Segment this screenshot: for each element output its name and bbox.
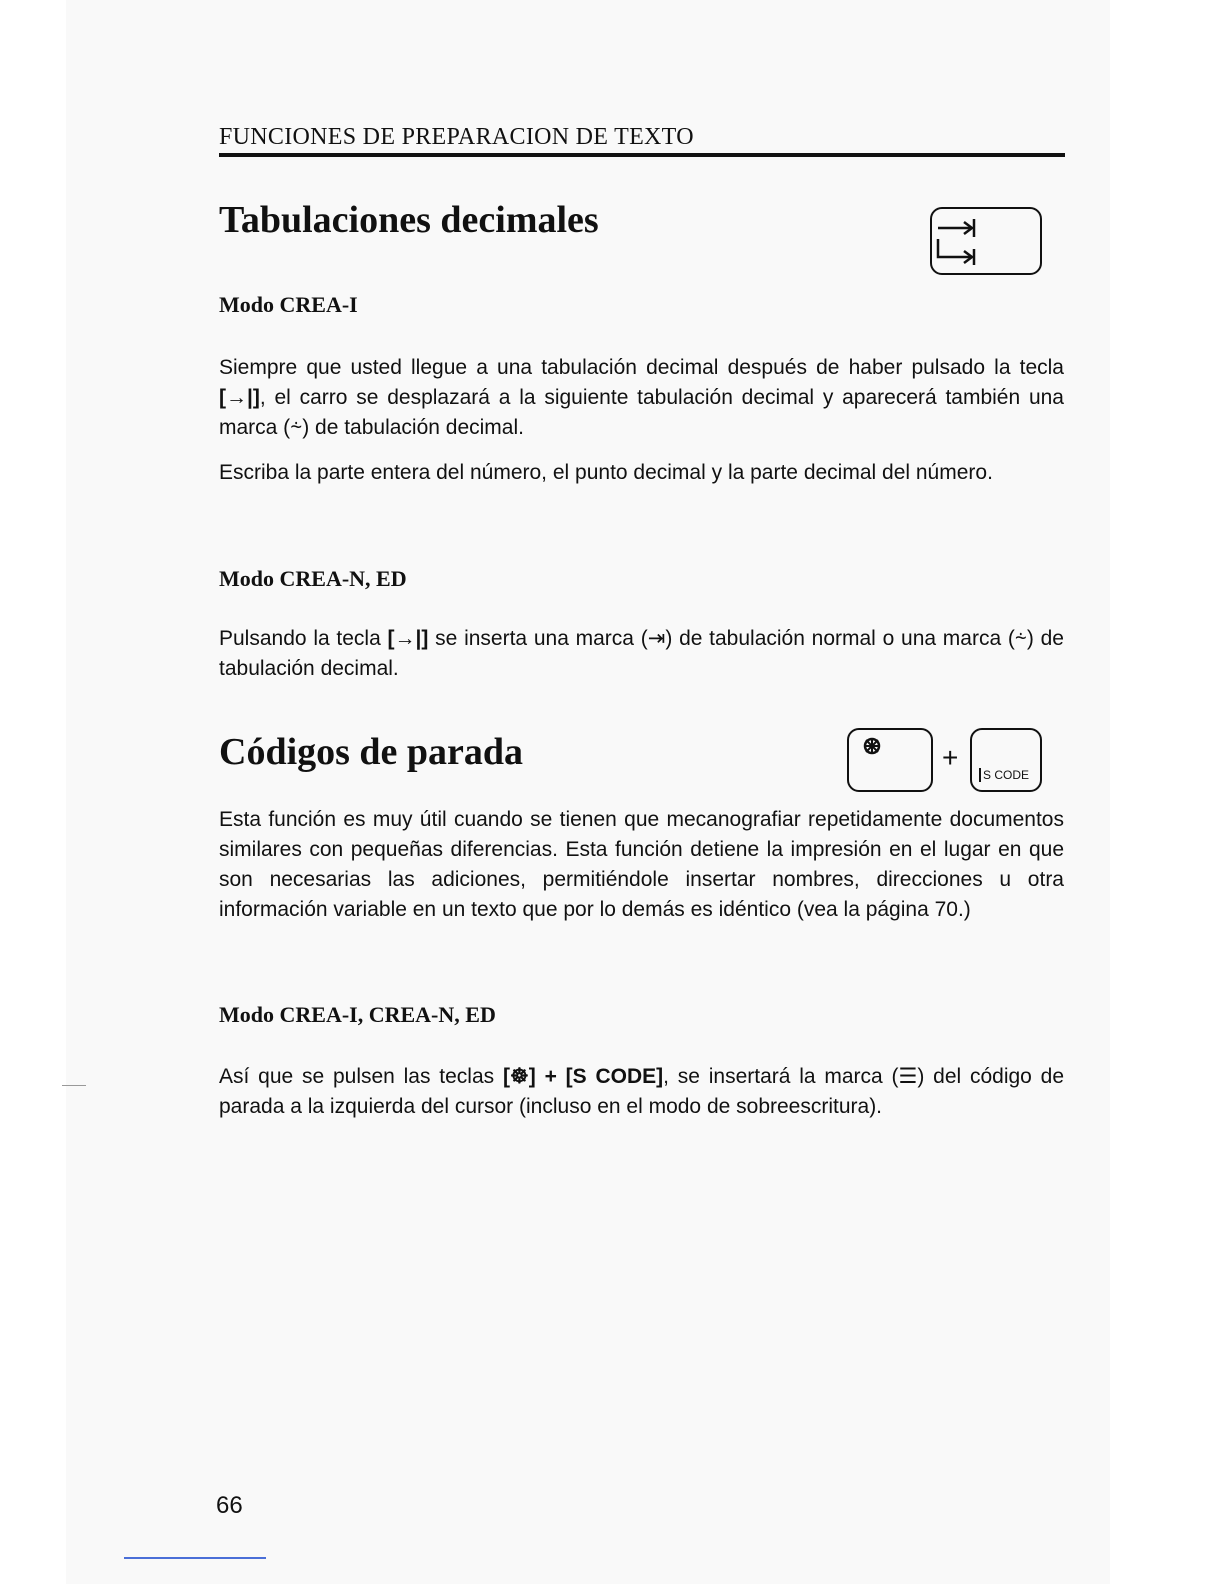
header-rule	[219, 153, 1065, 157]
code-key-icon	[847, 728, 933, 792]
paragraph-decimal-tab-2: Escriba la parte entera del número, el punto decimal y la parte decimal del número.	[219, 461, 993, 484]
code-key-reference: [☸]	[502, 1065, 536, 1088]
page-number: 66	[216, 1492, 243, 1519]
mode-heading-all-modes: Modo CREA-I, CREA-N, ED	[219, 1002, 496, 1027]
running-head: FUNCIONES DE PREPARACION DE TEXTO	[219, 124, 694, 150]
stop-code-mark-icon: ☰	[898, 1065, 918, 1088]
s-code-key-icon	[970, 728, 1042, 792]
paragraph-stop-codes-1: Esta función es muy útil cuando se tienen que mecanografiar repetidamente documentos similares con pequeñas diferencias. Esta función detiene la impresión en el lugar en que son necesarias las adiciones, permitiéndole insertar nombres, direcciones u otra información variable en un texto que por lo demás es idéntico (vea la página 70.)	[219, 808, 1064, 921]
tab-key-icon	[930, 207, 1042, 275]
s-code-key-reference: [S CODE]	[565, 1065, 664, 1088]
s-code-key-label: S CODE	[979, 768, 1029, 782]
plus-sign: +	[942, 742, 959, 773]
normal-tab-mark-icon: ⇥	[647, 627, 666, 650]
mode-heading-crea-n-ed: Modo CREA-N, ED	[219, 566, 407, 591]
decimal-tab-mark-icon: ⸞	[290, 416, 303, 439]
mode-heading-crea-i: Modo CREA-I	[219, 292, 358, 317]
tab-arrows-icon	[932, 209, 1039, 272]
tab-key-reference: [→|]	[387, 627, 429, 650]
section-title-tabulaciones: Tabulaciones decimales	[219, 199, 599, 241]
margin-mark	[62, 1085, 86, 1086]
paragraph-decimal-tab-3: Pulsando la tecla [→|] se inserta una marca (⇥) de tabulación normal o una marca (⸞) de tabulación decimal.	[219, 627, 1064, 680]
decimal-tab-mark-icon: ⸞	[1014, 627, 1027, 650]
section-title-codigos: Códigos de parada	[219, 731, 524, 773]
footer-line	[124, 1557, 266, 1559]
code-symbol-icon	[849, 730, 930, 789]
paragraph-stop-codes-2: Así que se pulsen las teclas [☸] + [S CODE], se insertará la marca (☰) del código de parada a la izquierda del cursor (incluso en el modo de sobreescritura).	[219, 1065, 1065, 1118]
tab-key-reference: [→|]	[219, 386, 260, 409]
paragraph-decimal-tab-1: Siempre que usted llegue a una tabulación decimal después de haber pulsado la tecla [→|], el carro se desplazará a la siguiente tabulación decimal y aparecerá también una marca (⸞) de tabulación decimal.	[219, 356, 1064, 439]
